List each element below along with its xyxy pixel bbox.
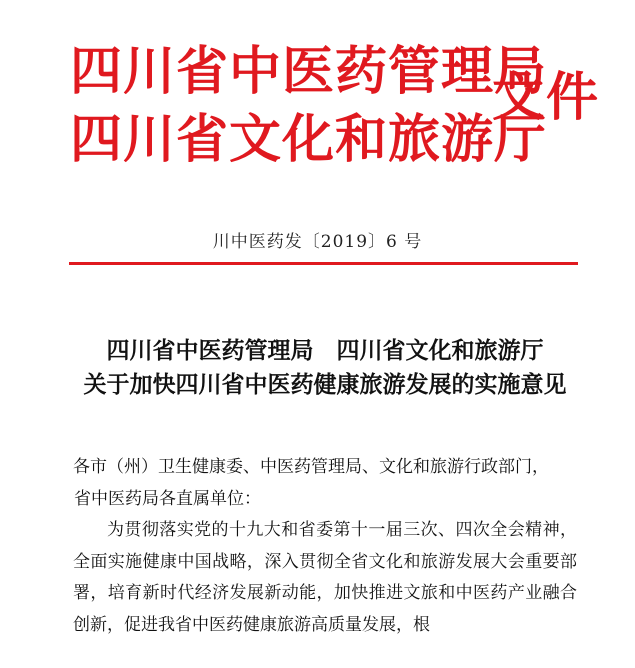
issuer-name: 四川省中医药管理局 xyxy=(70,42,548,102)
addressee-line: 各市（州）卫生健康委、中医药管理局、文化和旅游行政部门， xyxy=(73,457,549,477)
red-divider-line xyxy=(69,262,578,265)
issuer-name: 四川省文化和旅游厅 xyxy=(70,110,548,170)
body-paragraph: 为贯彻落实党的十九大和省委第十一届三次、四次全会精神，全面实施健康中国战略，深入贯彻全省文化和旅游发展大会重要部署，培育新时代经济发展新动能，加快推进文旅和中医药产业融合创新，促进我省中医药健康旅游高质量发展，根 xyxy=(73,520,577,635)
document-body xyxy=(73,452,577,641)
title-line: 四川省中医药管理局 四川省文化和旅游厅 xyxy=(106,338,544,364)
document-number: 川中医药发〔2019〕6 号 xyxy=(212,232,423,252)
addressee-line: 省中医药局各直属单位： xyxy=(74,488,261,509)
issuing-authorities xyxy=(70,38,547,174)
title-line: 关于加快四川省中医药健康旅游发展的实施意见 xyxy=(83,372,567,398)
document-title xyxy=(60,334,590,402)
document-label: 文件 xyxy=(492,68,601,128)
